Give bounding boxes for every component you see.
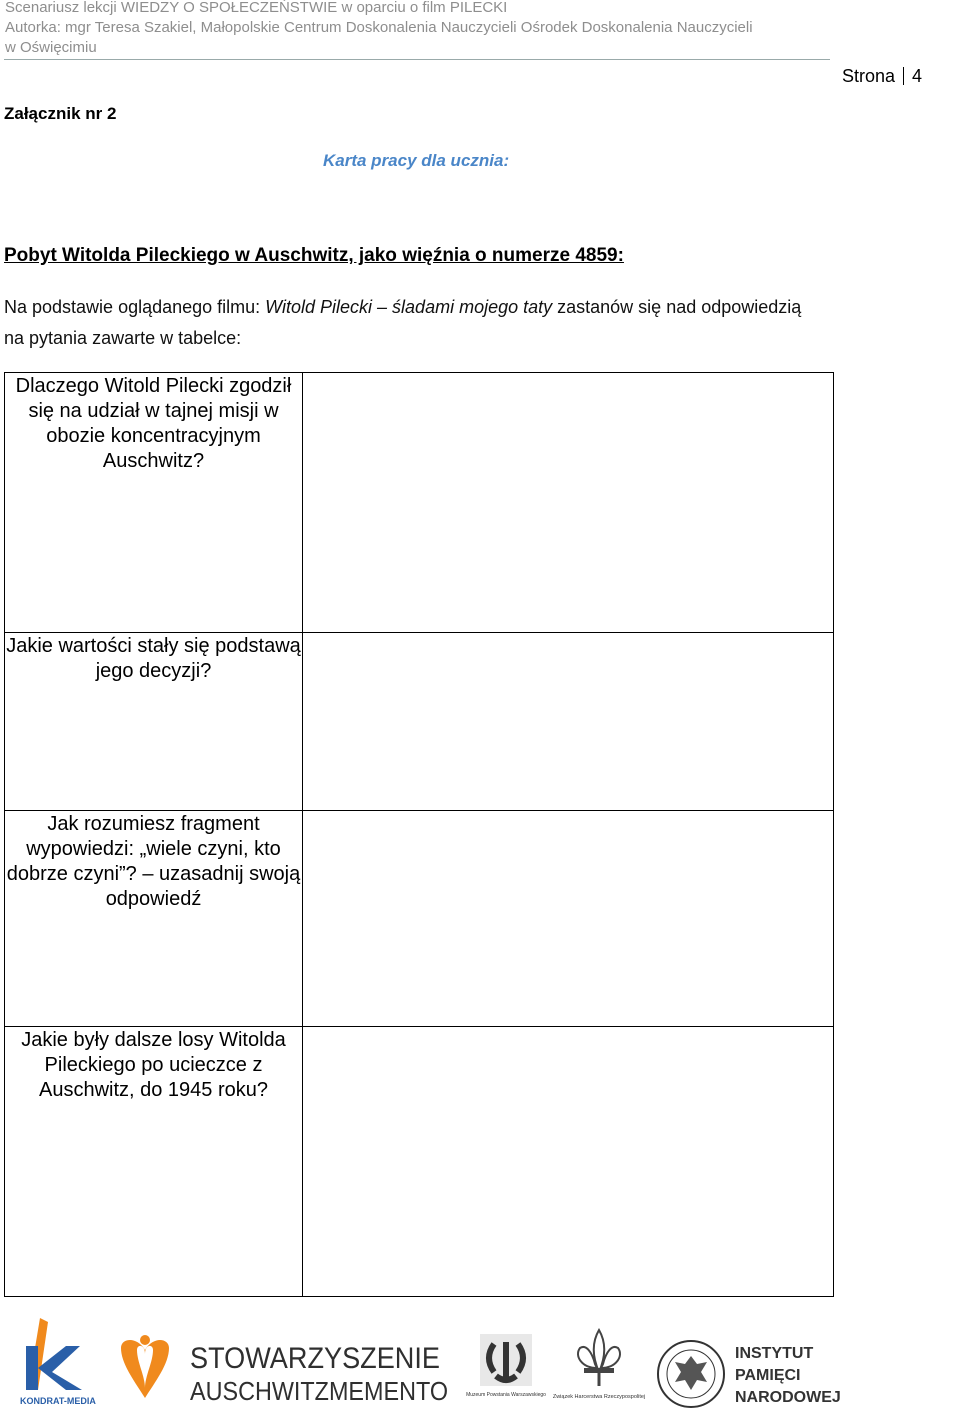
page-number-value: 4: [912, 66, 923, 86]
stowarzyszenie-emblem: [115, 1330, 175, 1402]
annex-label: Załącznik nr 2: [4, 104, 117, 123]
table-row: [5, 633, 834, 811]
answer-cell[interactable]: [303, 373, 834, 633]
muzeum-logo: [466, 1332, 546, 1407]
intro-before: Na podstawie oglądanego filmu:: [4, 297, 266, 317]
question-table: [4, 372, 834, 1297]
ipn-line-1: INSTYTUT: [735, 1345, 814, 1362]
page-separator: [903, 67, 904, 85]
answer-cell[interactable]: [303, 633, 834, 811]
memento-line-1: STOWARZYSZENIE: [190, 1342, 440, 1375]
table-row: [5, 811, 834, 1027]
answer-cell[interactable]: [303, 1027, 834, 1297]
film-title: Witold Pilecki – śladami mojego taty: [265, 297, 553, 317]
header-line-1: Scenariusz lekcji WIEDZY O SPOŁECZEŃSTWIE w oparciu o film PILECKI: [5, 0, 508, 16]
topic-heading: Pobyt Witolda Pileckiego w Auschwitz, jako więźnia o numerze 4859:: [4, 245, 624, 266]
table-row: [5, 373, 834, 633]
page-label: Strona: [842, 66, 896, 86]
ipn-line-3: NARODOWEJ: [735, 1389, 841, 1406]
question-cell: Jakie wartości stały się podstawą jego decyzji?: [5, 633, 303, 811]
header-rule: [4, 59, 830, 60]
header-line-2: Autorka: mgr Teresa Szakiel, Małopolskie Centrum Doskonalenia Nauczycieli Ośrodek Doskonalenia Nauczycieli: [5, 19, 753, 36]
sponsor-logos: [0, 1310, 960, 1410]
kondrat-logo-icon: [20, 1312, 95, 1407]
lily-icon: [552, 1328, 646, 1410]
intro-after: zastanów się nad odpowiedzią na pytania zawarte w tabelce:: [4, 297, 802, 348]
worksheet-title: Karta pracy dla ucznia:: [323, 151, 510, 170]
header-line-3: w Oświęcimiu: [5, 39, 97, 56]
answer-cell[interactable]: [303, 811, 834, 1027]
zhr-text: Związek Harcerstwa Rzeczypospolitej: [552, 1394, 646, 1400]
page-number: [842, 66, 922, 87]
question-cell: Dlaczego Witold Pilecki zgodził się na udział w tajnej misji w obozie koncentracyjnym Auschwitz?: [5, 373, 303, 633]
kotwica-icon: [466, 1332, 546, 1407]
flame-emblem-icon: [115, 1330, 175, 1402]
ipn-line-2: PAMIĘCI: [735, 1367, 801, 1384]
question-cell: Jak rozumiesz fragment wypowiedzi: „wiele czyni, kto dobrze czyni”? – uzasadnij swoją odpowiedź: [5, 811, 303, 1027]
muzeum-text: Muzeum Powstania Warszawskiego: [466, 1392, 546, 1398]
kondrat-logo-text: KONDRAT-MEDIA: [20, 1396, 96, 1406]
ipn-logo: [655, 1338, 841, 1410]
kondrat-media-logo: [20, 1312, 95, 1407]
zhr-logo: [552, 1328, 646, 1410]
auschwitz-memento-logo: [190, 1336, 452, 1406]
memento-line-2: AUSCHWITZMEMENTO: [190, 1376, 448, 1406]
table-row: [5, 1027, 834, 1297]
memento-wordmark: [190, 1336, 452, 1406]
intro-paragraph: [4, 292, 804, 354]
question-cell: Jakie były dalsze losy Witolda Pileckiego po ucieczce z Auschwitz, do 1945 roku?: [5, 1027, 303, 1297]
ipn-emblem: [655, 1338, 841, 1410]
